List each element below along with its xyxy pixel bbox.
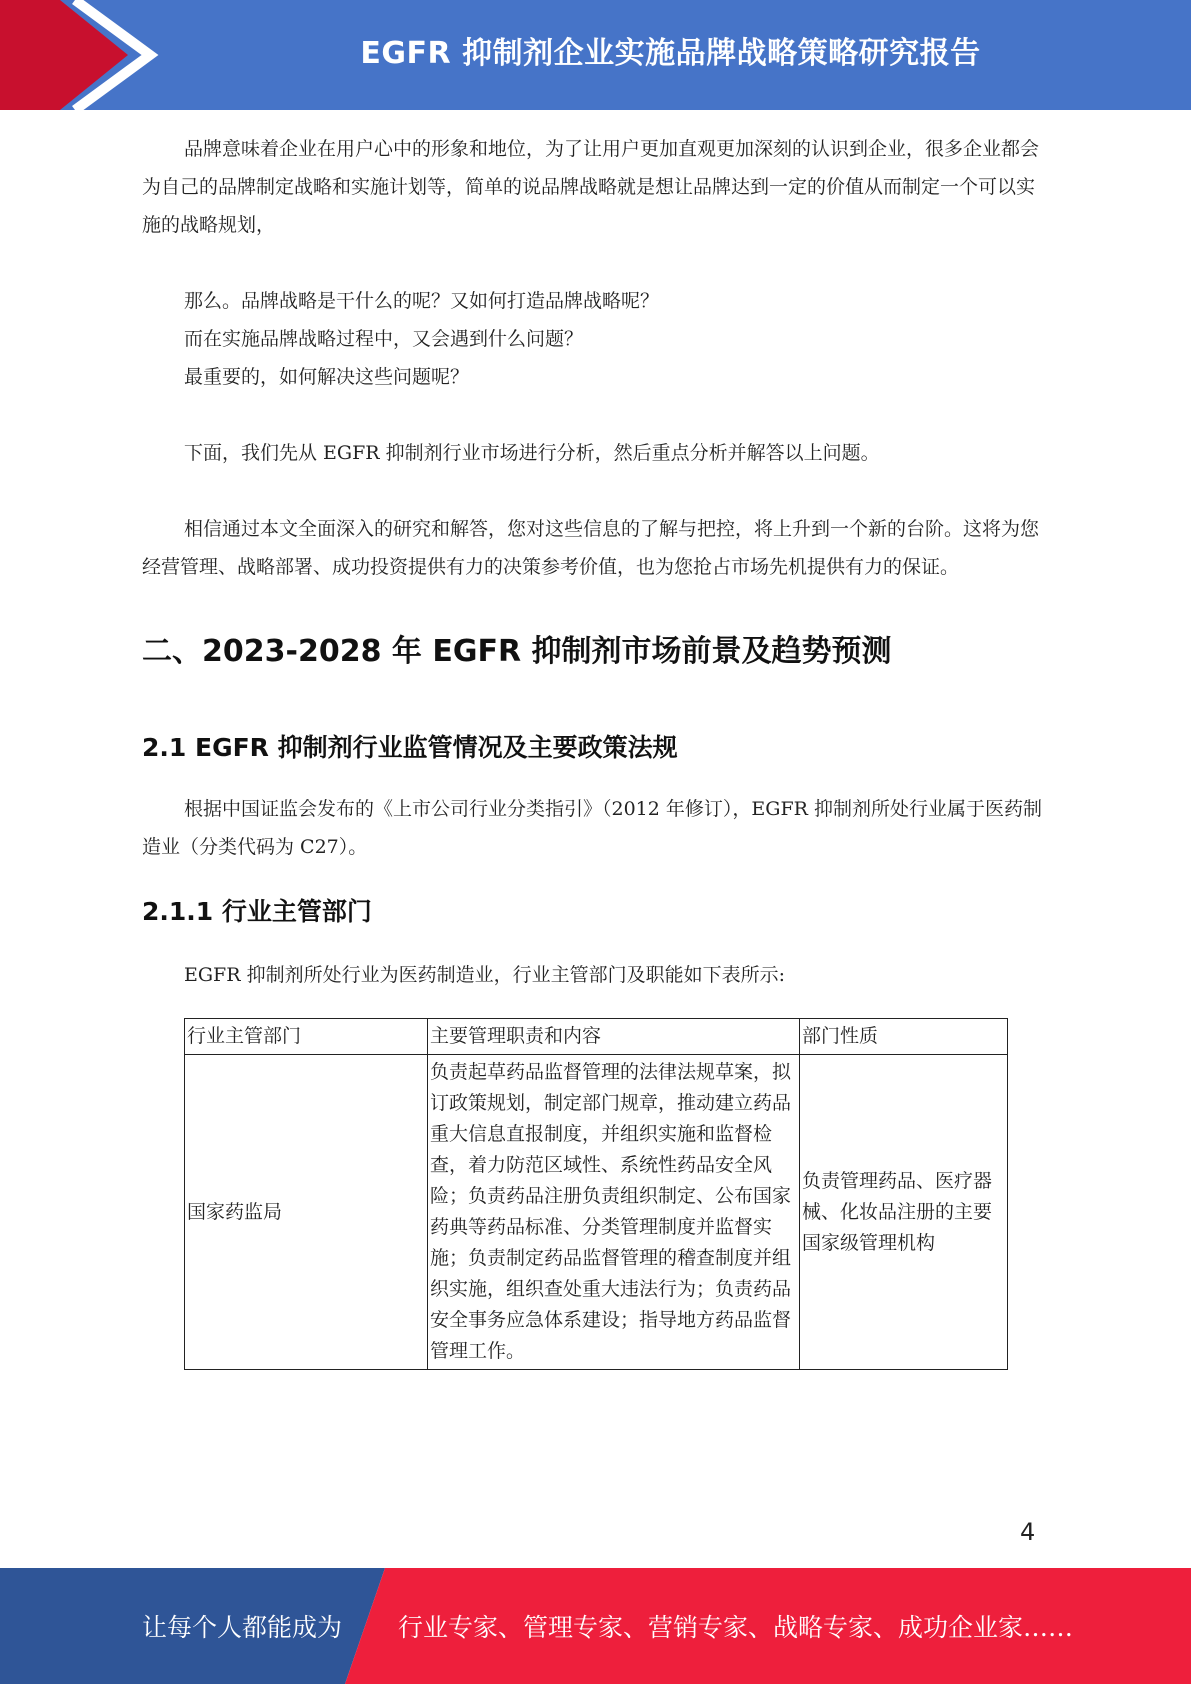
page-footer	[0, 1568, 1191, 1684]
table-header-nature: 部门性质	[800, 1019, 1008, 1055]
red-arrow-shape	[0, 0, 128, 110]
table-row	[185, 1055, 1008, 1370]
table-header-row	[185, 1019, 1008, 1055]
question-2: 而在实施品牌战略过程中，又会遇到什么问题？	[184, 328, 584, 350]
page-header	[0, 0, 1191, 110]
table-cell-dept: 国家药监局	[185, 1055, 428, 1370]
department-table	[184, 1018, 1008, 1370]
question-3: 最重要的，如何解决这些问题呢？	[184, 366, 470, 388]
section-2-heading: 二、2023-2028 年 EGFR 抑制剂市场前景及趋势预测	[142, 634, 892, 669]
table-cell-duty: 负责起草药品监督管理的法律法规草案，拟订政策规划，制定部门规章，推动建立药品重大信息直报制度，并组织实施和监督检查，着力防范区域性、系统性药品安全风险；负责药品注册负责组织制定、公布国家药典等药品标准、分类管理制度并监督实施；负责制定药品监督管理的稽查制度并组织实施，组织查处重大违法行为；负责药品安全事务应急体系建设；指导地方药品监督管理工作。	[428, 1055, 800, 1370]
table-header-dept: 行业主管部门	[185, 1019, 428, 1055]
page-number: 4	[1020, 1518, 1036, 1546]
footer-slogan-left: 让每个人都能成为	[142, 1613, 343, 1642]
question-1: 那么。品牌战略是干什么的呢？又如何打造品牌战略呢？	[184, 290, 660, 312]
section-2-1-1-heading: 2.1.1 行业主管部门	[142, 897, 372, 926]
table-cell-nature: 负责管理药品、医疗器械、化妆品注册的主要国家级管理机构	[800, 1055, 1008, 1370]
section-2-1-heading: 2.1 EGFR 抑制剂行业监管情况及主要政策法规	[142, 733, 678, 762]
intro-paragraph-3: 相信通过本文全面深入的研究和解答，您对这些信息的了解与把控，将上升到一个新的台阶。这将为您经营管理、战略部署、成功投资提供有力的决策参考价值，也为您抢占市场先机提供有力的保证。	[142, 518, 1040, 578]
section-2-1-paragraph: 根据中国证监会发布的《上市公司行业分类指引》（2012 年修订），EGFR 抑制剂所处行业属于医药制造业（分类代码为 C27）。	[142, 798, 1042, 858]
intro-paragraph-1: 品牌意味着企业在用户心中的形象和地位，为了让用户更加直观更加深刻的认识到企业，很多企业都会为自己的品牌制定战略和实施计划等，简单的说品牌战略就是想让品牌达到一定的价值从而制定一个可以实施的战略规划，	[142, 138, 1040, 236]
page-content	[142, 130, 1048, 1418]
intro-paragraph-2: 下面，我们先从 EGFR 抑制剂行业市场进行分析，然后重点分析并解答以上问题。	[184, 442, 880, 464]
footer-slogan-right: 行业专家、管理专家、营销专家、战略专家、成功企业家……	[398, 1613, 1074, 1642]
header-arrow-decoration	[0, 0, 160, 110]
report-title: EGFR 抑制剂企业实施品牌战略策略研究报告	[360, 36, 981, 71]
table-intro: EGFR 抑制剂所处行业为医药制造业，行业主管部门及职能如下表所示:	[184, 964, 785, 986]
department-table-wrapper	[142, 1018, 1048, 1418]
table-header-duty: 主要管理职责和内容	[428, 1019, 800, 1055]
